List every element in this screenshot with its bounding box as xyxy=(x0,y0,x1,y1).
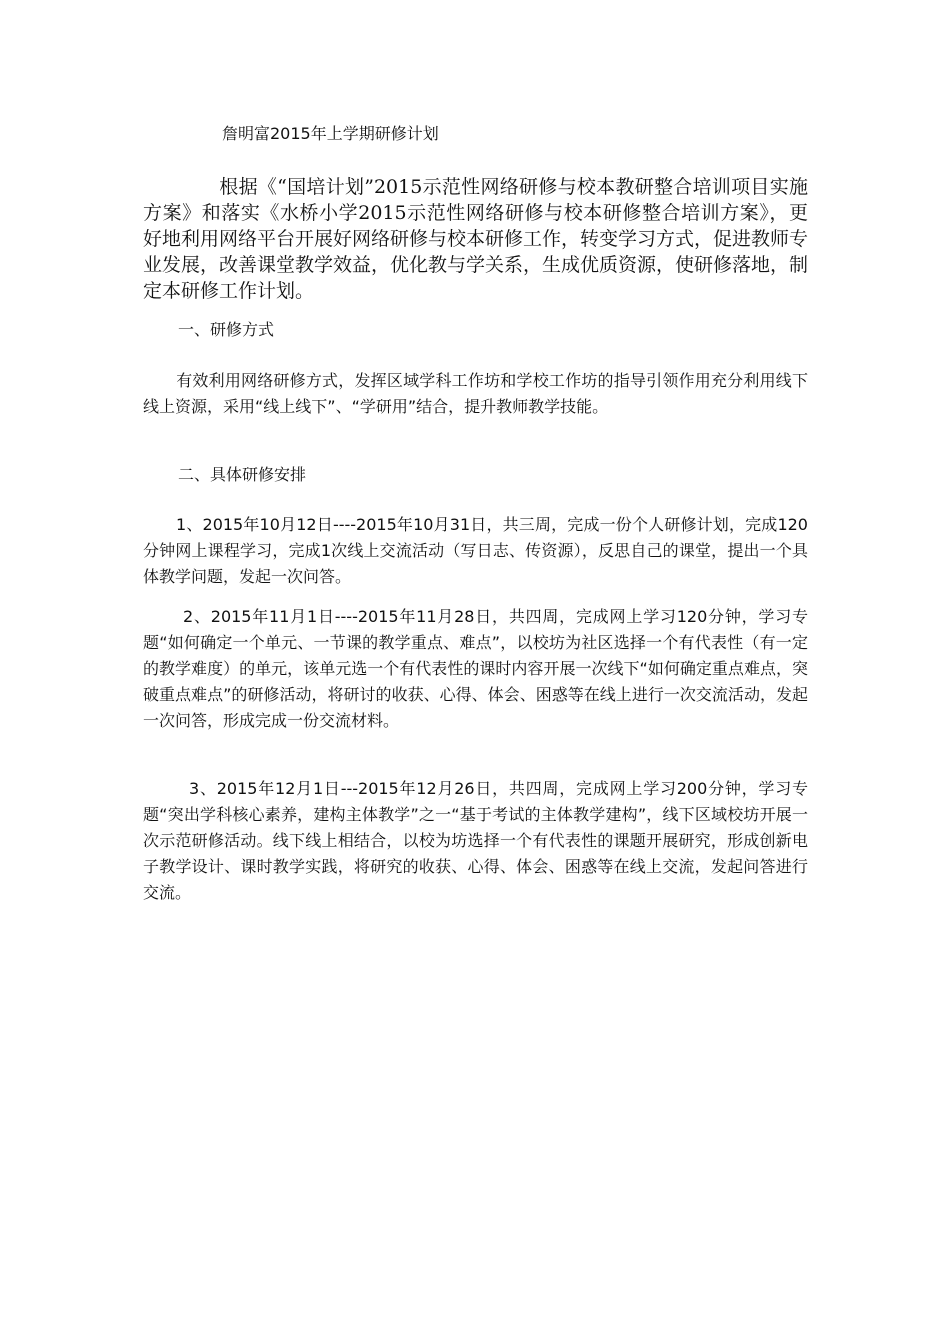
arrangement-item-2-text: 2、2015年11月1日----2015年11月28日，共四周，完成网上学习120分钟，学习专题“如何确定一个单元、一节课的教学重点、难点”，以校坊为社区选择一个有代表性（有一定的教学难度）的单元，该单元选一个有代表性的课时内容开展一次线下“如何确定重点难点，突破重点难点”的研修活动，将研讨的收获、心得、体会、困惑等在线上进行一次交流活动，发起一次问答，形成完成一份交流材料。 xyxy=(143,607,808,730)
arrangement-item-1 xyxy=(143,512,808,590)
arrangement-item-1-text: 1、2015年10月12日----2015年10月31日，共三周，完成一份个人研修计划，完成120分钟网上课程学习，完成1次线上交流活动（写日志、传资源），反思自己的课堂，提出一个具体教学问题，发起一次问答。 xyxy=(143,515,808,586)
section-1-heading: 一、研修方式 xyxy=(178,320,275,339)
section-1-text: 有效利用网络研修方式，发挥区域学科工作坊和学校工作坊的指导引领作用充分利用线下线上资源，采用“线上线下”、“学研用”结合，提升教师教学技能。 xyxy=(143,371,808,416)
arrangement-item-2 xyxy=(143,604,808,734)
arrangement-item-3-text: 3、2015年12月1日---2015年12月26日，共四周，完成网上学习200分钟，学习专题“突出学科核心素养，建构主体教学”之一“基于考试的主体教学建构”，线下区域校坊开展一次示范研修活动。线下线上相结合，以校为坊选择一个有代表性的课题开展研究，形成创新电子教学设计、课时教学实践，将研究的收获、心得、体会、困惑等在线上交流，发起问答进行交流。 xyxy=(143,779,808,902)
document-title: 詹明富2015年上学期研修计划 xyxy=(222,124,439,143)
section-2-heading: 二、具体研修安排 xyxy=(178,465,307,484)
intro-paragraph xyxy=(143,174,808,304)
section-1-paragraph xyxy=(143,368,808,420)
arrangement-item-3 xyxy=(143,776,808,906)
intro-text: 根据《“国培计划”2015示范性网络研修与校本教研整合培训项目实施方案》和落实《水桥小学2015示范性网络研修与校本研修整合培训方案》，更好地利用网络平台开展好网络研修与校本研修工作，转变学习方式，促进教师专业发展，改善课堂教学效益，优化教与学关系，生成优质资源，使研修落地，制定本研修工作计划。 xyxy=(143,176,809,302)
